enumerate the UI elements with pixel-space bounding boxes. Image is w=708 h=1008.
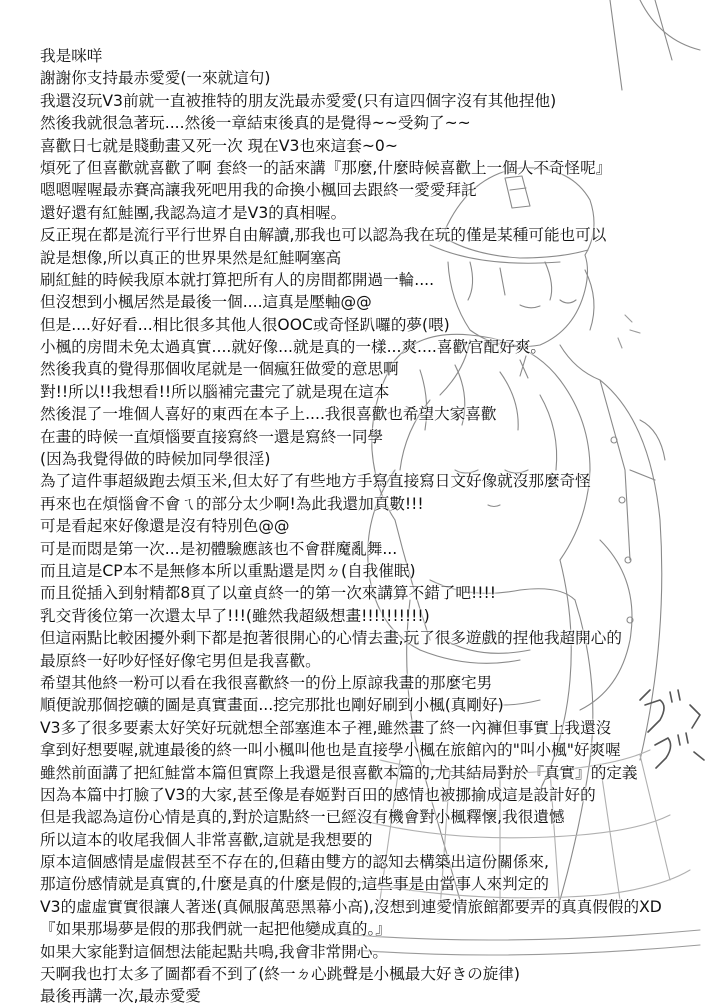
- text-line: 那這份感情就是真實的,什麼是真的什麼是假的,這些事是由當事人來判定的: [40, 875, 549, 894]
- text-line: 對!!所以!!我想看!!所以腦補完畫完了就是現在這本: [40, 382, 390, 401]
- text-line: 順便說那個挖礦的圖是真實畫面...挖完那批也剛好刷到小楓(真剛好): [40, 696, 504, 715]
- text-line: 可是看起來好像還是沒有特別色@@: [40, 517, 290, 536]
- text-line: 但是我認為這份心情是真的,對於這點終一已經沒有機會對小楓釋懷,我很遺憾: [40, 808, 565, 827]
- afterword-text: [40, 45, 680, 1008]
- text-line: 而且從插入到射精都8頁了以童貞終一的第一次來講算不錯了吧!!!!: [40, 584, 496, 603]
- text-line: V3多了很多要素太好笑好玩就想全部塞進本子裡,雖然畫了終一內褲但事實上我還沒: [40, 718, 612, 737]
- text-line: 『如果那場夢是假的那我們就一起把他變成真的。』: [40, 920, 391, 939]
- text-line: 為了這件事超級跑去煩玉米,但太好了有些地方手寫直接寫日文好像就沒那麼奇怪: [40, 472, 591, 491]
- text-line: 還好還有紅鮭團,我認為這才是V3的真相喔。: [40, 203, 347, 222]
- text-line: 乳交背後位第一次還太早了!!!(雖然我超級想畫!!!!!!!!!!): [40, 606, 430, 625]
- text-line: (因為我覺得做的時候加同學很淫): [40, 450, 271, 469]
- text-line: 然後混了一堆個人喜好的東西在本子上....我很喜歡也希望大家喜歡: [40, 405, 497, 424]
- text-line: 但是....好好看...相比很多其他人很OOC或奇怪趴囉的夢(喂): [40, 315, 450, 334]
- text-line: 天啊我也打太多了圖都看不到了(終一ㄉ心跳聲是小楓最大好きの旋律): [40, 965, 520, 984]
- text-line: 原本這個感情是虛假甚至不存在的,但藉由雙方的認知去構築出這份關係來,: [40, 853, 549, 872]
- text-line: 再來也在煩惱會不會ㄟ的部分太少啊!為此我還加頁數!!!: [40, 494, 424, 513]
- text-line: 在畫的時候一直煩惱要直接寫終一還是寫終一同學: [40, 427, 384, 446]
- text-line: 說是想像,所以真正的世界果然是紅鮭啊塞高: [40, 248, 342, 267]
- text-line: 反正現在都是流行平行世界自由解讀,那我也可以認為我在玩的僅是某種可能也可以: [40, 226, 607, 245]
- text-line: 然後我真的覺得那個收尾就是一個瘋狂做愛的意思啊: [40, 360, 399, 379]
- text-line: 喜歡日七就是賤動畫又死一次 現在V3也來這套~0~: [40, 136, 398, 155]
- text-line: 然後我就很急著玩....然後一章結束後真的是覺得~~受夠了~~: [40, 114, 471, 133]
- text-line: 我是咪咩: [40, 47, 103, 65]
- text-line: 希望其他終一粉可以看在我很喜歡終一的份上原諒我畫的那麼宅男: [40, 673, 493, 692]
- text-line: 因為本篇中打臉了V3的大家,甚至像是春姬對百田的感情也被挪揄成這是設計好的: [40, 785, 596, 804]
- text-line: 最原終一好吵好怪好像宅男但是我喜歡。: [40, 651, 321, 670]
- text-line: 嗯嗯喔喔最赤賽高讓我死吧用我的命換小楓回去跟終一愛愛拜託: [40, 181, 477, 200]
- corner-line: [640, 0, 700, 50]
- text-line: 所以這本的收尾我個人非常喜歡,這就是我想要的: [40, 830, 373, 849]
- text-line: 如果大家能對這個想法能起點共鳴,我會非常開心。: [40, 942, 389, 961]
- text-line: 而且這是CP本不是無修本所以重點還是閃ㄉ(自我催眠): [40, 561, 416, 580]
- text-line: 雖然前面講了把紅鮭當本篇但實際上我還是很喜歡本篇的,尤其結局對於『真實』的定義: [40, 763, 638, 782]
- text-line: 謝謝你支持最赤愛愛(一來就這句): [40, 69, 271, 88]
- text-line: 最後再講一次,最赤愛愛: [40, 987, 201, 1006]
- text-line: 我還沒玩V3前就一直被推特的朋友洗最赤愛愛(只有這四個字沒有其他捏他): [40, 91, 557, 110]
- text-line: 小楓的房間未免太過真實....就好像...就是真的一樣...爽....喜歡官配好爽。: [40, 338, 547, 357]
- text-line: 可是而悶是第一次...是初體驗應該也不會群魔亂舞...: [40, 539, 398, 558]
- text-line: 但這兩點比較困擾外剩下都是抱著很開心的心情去畫,玩了很多遊戲的捏他我超開心的: [40, 629, 622, 648]
- text-line: 煩死了但喜歡就喜歡了啊 套終一的話來講『那麼,什麼時候喜歡上一個人不奇怪呢』: [40, 158, 612, 177]
- text-line: 拿到好想要喔,就連最後的終一叫小楓叫他也是直接學小楓在旅館內的"叫小楓"好爽喔: [40, 741, 621, 760]
- text-line: 刷紅鮭的時候我原本就打算把所有人的房間都開過一輪....: [40, 270, 435, 289]
- text-line: V3的虛虛實實很讓人著迷(真佩服萬惡黑幕小高),沒想到連愛情旅館都要弄的真真假假的XD: [40, 897, 662, 916]
- text-line: 但沒想到小楓居然是最後一個....這真是壓軸@@: [40, 293, 372, 312]
